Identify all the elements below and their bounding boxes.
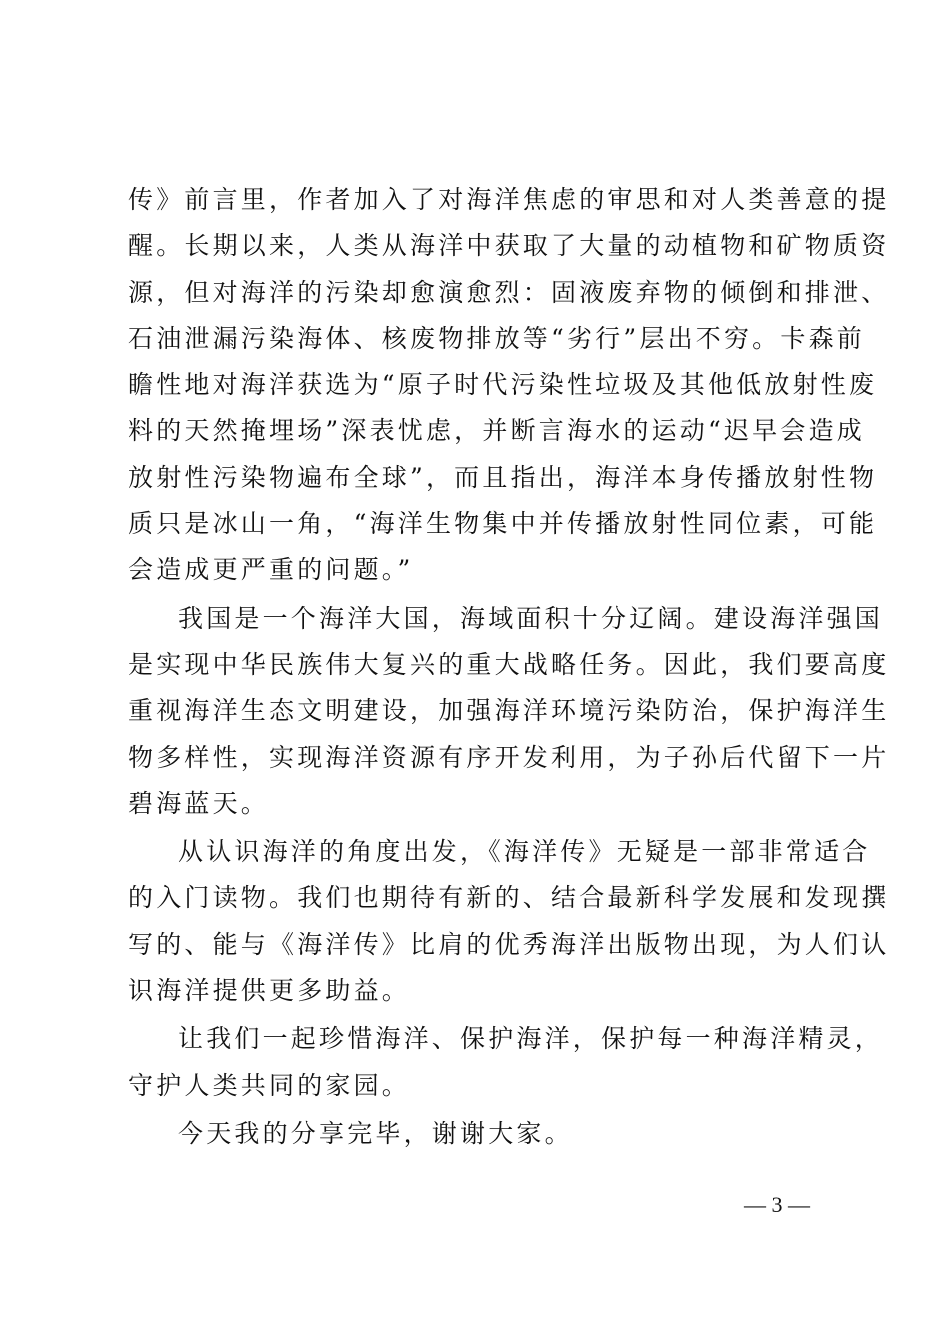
text-line: 会造成更严重的问题。” <box>128 555 414 585</box>
paragraph-1 <box>128 177 890 594</box>
paragraph-3 <box>128 829 890 1014</box>
text-line: 写的、能与《海洋传》比肩的优秀海洋出版物出现，为人们认 <box>128 929 890 959</box>
text-line: 源，但对海洋的污染却愈演愈烈：固液废弃物的倾倒和排泄、 <box>128 277 890 307</box>
text-line: 守护人类共同的家园。 <box>128 1070 411 1100</box>
text-line: 料的天然掩埋场”深表忧虑，并断言海水的运动“迟早会造成 <box>128 416 865 446</box>
text-line: 从认识海洋的角度出发，《海洋传》无疑是一部非常适合 <box>178 837 871 867</box>
text-line: 重视海洋生态文明建设，加强海洋环境污染防治，保护海洋生 <box>128 696 890 726</box>
text-line: 今天我的分享完毕，谢谢大家。 <box>178 1118 573 1148</box>
body-text <box>128 177 890 1159</box>
text-line: 石油泄漏污染海体、核废物排放等“劣行”层出不穷。卡森前 <box>128 323 865 353</box>
text-line: 瞻性地对海洋获选为“原子时代污染性垃圾及其他低放射性废 <box>128 370 878 400</box>
text-line: 传》前言里，作者加入了对海洋焦虑的审思和对人类善意的提 <box>128 185 890 214</box>
text-line: 物多样性，实现海洋资源有序开发利用，为子孙后代留下一片 <box>128 742 890 772</box>
paragraph-5 <box>128 1111 832 1157</box>
text-line: 质只是冰山一角，“海洋生物集中并传播放射性同位素，可能 <box>128 509 878 539</box>
text-line: 我国是一个海洋大国，海域面积十分辽阔。建设海洋强国 <box>178 603 884 633</box>
text-line: 碧海蓝天。 <box>128 788 270 818</box>
text-line: 放射性污染物遍布全球”，而且指出，海洋本身传播放射性物 <box>128 462 878 492</box>
text-line: 识海洋提供更多助益。 <box>128 976 411 1006</box>
text-line: 让我们一起珍惜海洋、保护海洋，保护每一种海洋精灵， <box>178 1024 884 1054</box>
text-line: 的入门读物。我们也期待有新的、结合最新科学发展和发现撰 <box>128 883 890 913</box>
text-line: 是实现中华民族伟大复兴的重大战略任务。因此，我们要高度 <box>128 649 890 679</box>
text-line: 醒。长期以来，人类从海洋中获取了大量的动植物和矿物质资 <box>128 231 890 261</box>
page-number: — 3 — <box>744 1192 810 1217</box>
paragraph-4 <box>128 1016 884 1109</box>
paragraph-2 <box>128 596 890 827</box>
